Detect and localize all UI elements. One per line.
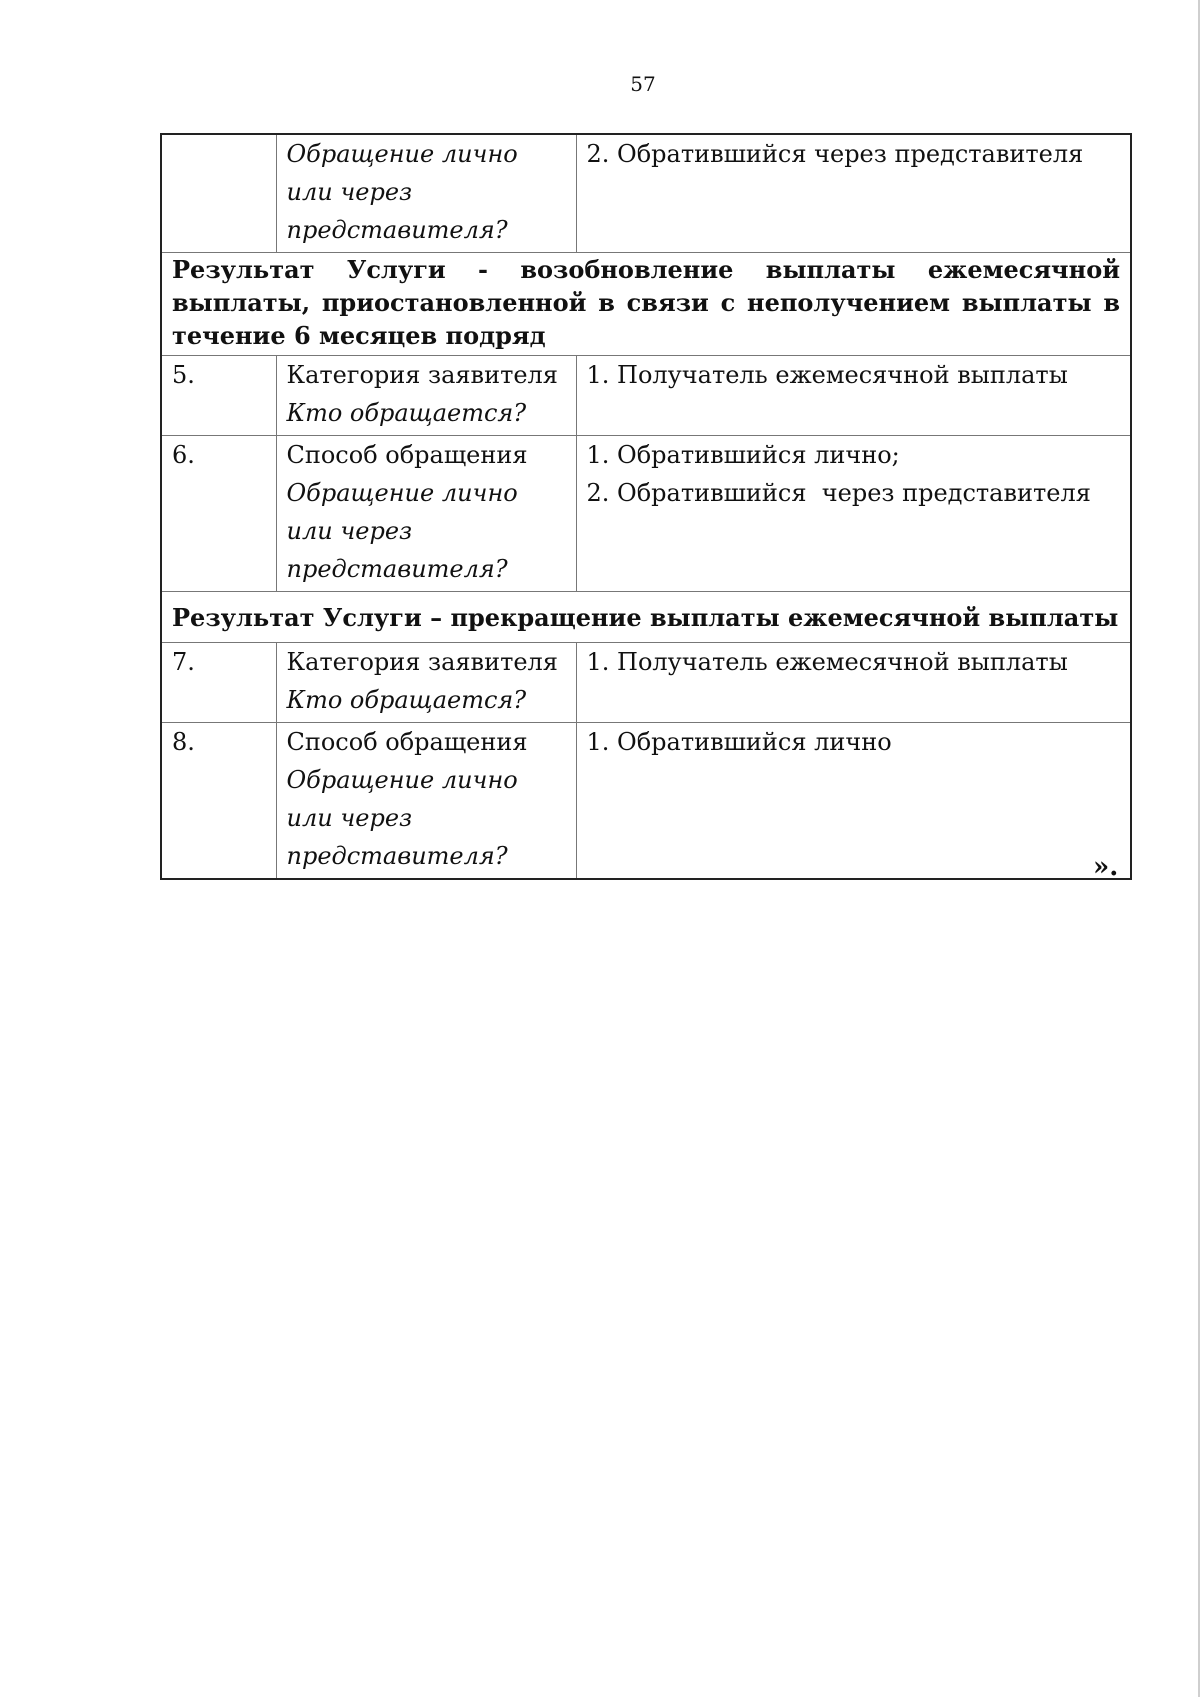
- row-number-cell: 7.: [161, 643, 276, 723]
- question-cell: [276, 356, 576, 436]
- answer-line: 2. Обратившийся через представителя: [586, 479, 1091, 507]
- answer-line: 1. Обратившийся лично;: [586, 441, 900, 469]
- service-variants-table: [160, 133, 1132, 880]
- table-row: [161, 643, 1131, 723]
- result-heading: Результат Услуги - возобновление выплаты ежемесячной выплаты, приостановленной в связи с неполучением выплаты в течение 6 месяцев подряд: [161, 253, 1131, 356]
- page-number: 57: [630, 72, 656, 96]
- question-cell: [276, 134, 576, 253]
- question-cell: [276, 436, 576, 592]
- table-row: [161, 436, 1131, 592]
- question-subtext: Кто обращается?: [286, 686, 527, 714]
- closing-quote-mark: ».: [1093, 852, 1119, 882]
- question-cell: [276, 643, 576, 723]
- row-number-cell: 5.: [161, 356, 276, 436]
- answer-cell: [576, 356, 1131, 436]
- row-number-cell: 8.: [161, 723, 276, 880]
- question-cell: [276, 723, 576, 880]
- table-row: [161, 134, 1131, 253]
- answer-cell: [576, 643, 1131, 723]
- question-title: Способ обращения: [286, 728, 528, 756]
- question-title: Способ обращения: [286, 441, 528, 469]
- table-row: [161, 356, 1131, 436]
- answer-line: 1. Получатель ежемесячной выплаты: [586, 361, 1068, 389]
- answer-line: 1. Получатель ежемесячной выплаты: [586, 648, 1068, 676]
- question-subtext: Обращение лично или через представителя?: [286, 766, 518, 870]
- question-title: Категория заявителя: [286, 648, 558, 676]
- answer-line: 2. Обратившийся через представителя: [586, 140, 1084, 168]
- answer-line: 1. Обратившийся лично: [586, 728, 892, 756]
- table-row: [161, 723, 1131, 880]
- result-heading-row: [161, 253, 1131, 356]
- result-heading-row: [161, 592, 1131, 643]
- question-subtext: Обращение лично или через представителя?: [286, 140, 518, 244]
- row-number-cell: 6.: [161, 436, 276, 592]
- answer-cell: [576, 436, 1131, 592]
- question-title: Категория заявителя: [286, 361, 558, 389]
- question-subtext: Обращение лично или через представителя?: [286, 479, 518, 583]
- row-number-cell: [161, 134, 276, 253]
- answer-cell: [576, 134, 1131, 253]
- question-subtext: Кто обращается?: [286, 399, 527, 427]
- answer-cell: [576, 723, 1131, 880]
- result-heading: Результат Услуги – прекращение выплаты ежемесячной выплаты: [161, 592, 1131, 643]
